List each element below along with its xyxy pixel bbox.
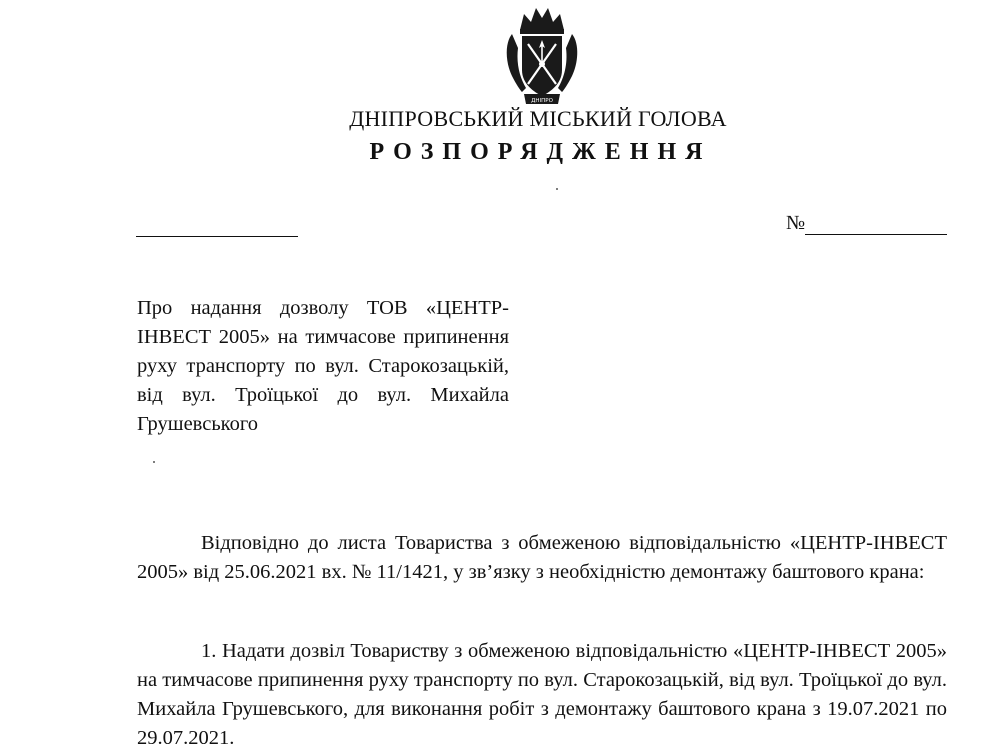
number-label: № (786, 212, 806, 234)
scan-speck (556, 188, 558, 190)
preamble-paragraph: Відповідно до листа Товариства з обмеженою відповідальністю «ЦЕНТР-ІНВЕСТ 2005» від 25.06.2021 вх. № 11/1421, у зв’язку з необхідністю демонтажу баштового крана: (137, 532, 947, 583)
number-blank-line (805, 234, 947, 235)
coat-of-arms-emblem (500, 4, 584, 108)
document-subject: Про надання дозволу ТОВ «ЦЕНТР-ІНВЕСТ 2005» на тимчасове припинення руху транспорту по вул. Старокозацькій, від вул. Троїцької до вул. Михайла Грушевського (137, 297, 509, 435)
dnipro-coat-of-arms-icon (500, 4, 584, 108)
date-blank-line (136, 236, 298, 237)
scan-speck (153, 461, 155, 463)
issuing-authority: ДНІПРОВСЬКИЙ МІСЬКИЙ ГОЛОВА (349, 106, 727, 131)
document-type-title: РОЗПОРЯДЖЕННЯ (369, 139, 712, 165)
emblem-caption: ДНІПРО (531, 98, 553, 104)
order-item-1: 1. Надати дозвіл Товариству з обмеженою відповідальністю «ЦЕНТР-ІНВЕСТ 2005» на тимчасове припинення руху транспорту по вул. Старокозацькій, від вул. Троїцької до вул. Михайла Грушевського, для виконання робіт з демонтажу баштового крана з 19.07.2021 по 29.07.2021. (137, 640, 947, 749)
